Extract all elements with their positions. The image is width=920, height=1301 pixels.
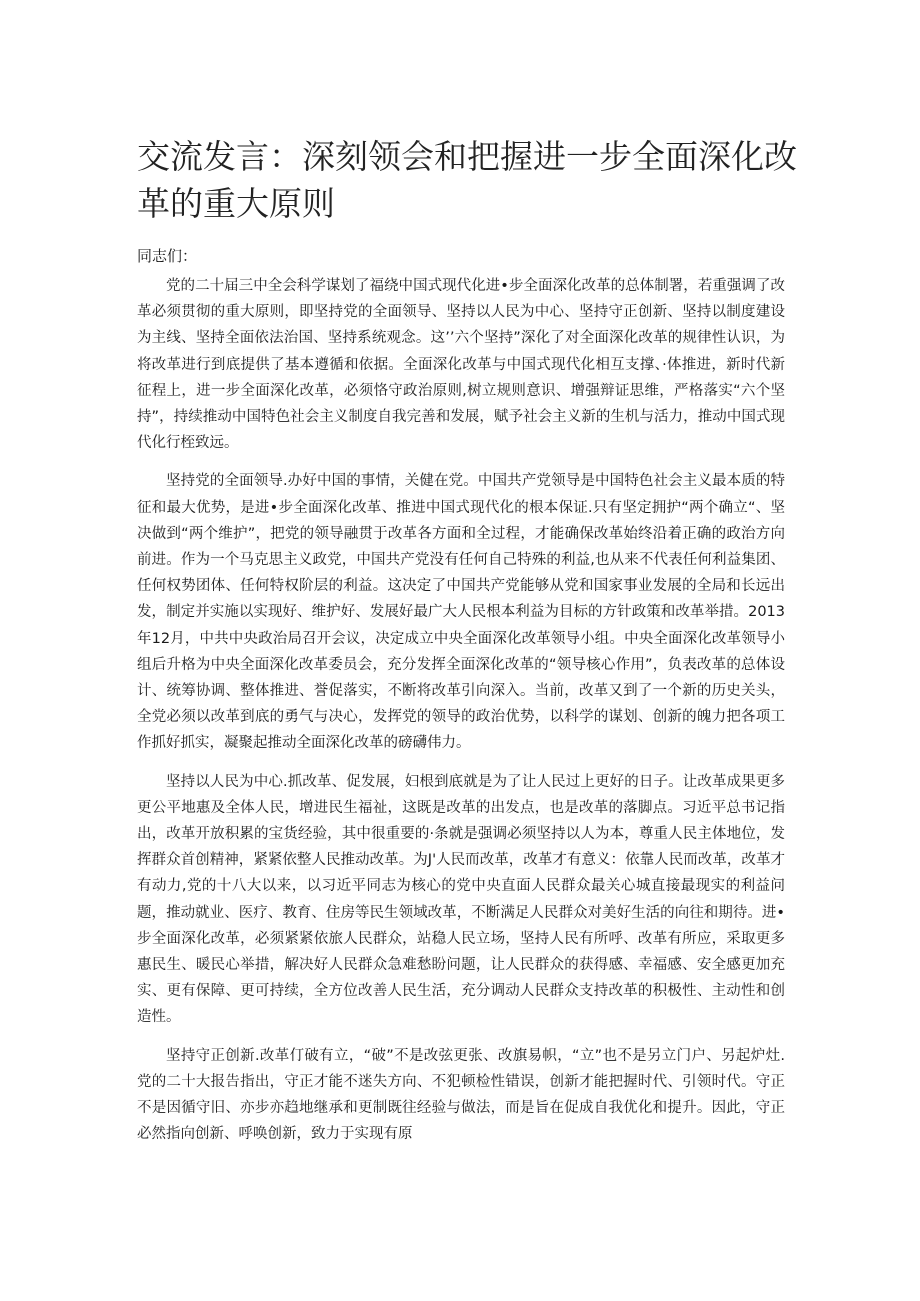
greeting: 同志们： <box>137 247 198 265</box>
document-title: 交流发言：深刻领会和把握进一步全面深化改革的重大原则 <box>137 137 797 223</box>
paragraph-4: 坚持守正创新.改革仃破有立，“破”不是改弦更张、改旗易帜，“立”也不是另立门户、另起炉灶.党的二十大报告指出，守正才能不迷失方向、不犯顿检性错误，创新才能把握时代、引领时代。守正不是因循守旧、亦步亦趋地继承和更制既往经验与做法，而是旨在促成自我优化和提升。因此，守正必然指向创新、呼唤创新，致力于实现有原 <box>137 1047 785 1143</box>
paragraph-1: 党的二十届三中全会科学谋划了福绕中国式现代化进•步全面深化改革的总体制署，若重强调了改革必须贯彻的重大原则，即坚持党的全面领导、坚持以人民为中心、坚持守正创新、坚持以制度建设为主线、坚持全面依法治国、坚持系统观念。这’’六个坚持”深化了对全面深化改革的规律性认识，为将改革进行到底提供了基本遵循和依据。全面深化改革与中国式现代化相互支撑、·体推进，新时代新征程上，进一步全面深化改革，必须恪守政治原则,树立规则意识、增强辩证思维，严格落实“六个坚持”，持续推动中国特色社会主义制度自我完善和发展，赋予社会主义新的生机与活力，推动中国式现代化行桎致远。 <box>137 278 785 452</box>
paragraph-2: 坚持党的全面领导.办好中国的事情，关健在党。中国共产党领导是中国特色社会主义最本质的特征和最大优势，是进•步全面深化改革、推进中国式现代化的根本保证.只有坚定拥护“两个确立“、坚决做到“两个维护”，把党的领导融贯于改革各方面和全过程，才能确保改革始终沿着正确的政治方向前进。作为一个马克思主义政党，中国共产党没有任何自己特殊的利益,也从来不代表任何利益集团、任何权势团体、任何特权阶层的利益。这决定了中国共产党能够从党和国家事业发展的全局和长远出发，制定并实施以实现好、维护好、发展好最广大人民根本利益为目标的方针政策和改革举措。2013年12月，中共中央政治局召开会议，决定成立中央全面深化改革领导小组。中央全面深化改革领导小组后升格为中央全面深化改革委员会，充分发挥全面深化改革的“领导核心作用”，负表改革的总体设计、统筹协调、整体推进、誉促落实，不断将改革引向深入。当前，改革又到了一个新的历史关头，全党必须以改革到底的勇气与决心，发挥党的领导的政治优势，以科学的谋划、创新的魄力把各项工作抓好抓实，凝聚起推动全面深化改革的磅礴伟力。 <box>137 473 785 752</box>
paragraph-3: 坚持以人民为中心.抓改革、促发展，妇根到底就是为了让人民过上更好的日子。让改革成果更多更公平地惠及全体人民，增进民生福祉，这既是改革的出发点，也是改革的落脚点。习近平总书记指出，改革开放积累的宝货经验，其中很重要的·条就是强调必须坚持以人为本，尊重人民主体地位，发挥群众首创精神，紧紧依整人民推动改革。为J'人民而改革，改革才有意义：依靠人民而改革，改革才有动力,党的十八大以来，以习近平同志为核心的党中央直面人民群众最关心城直接最现实的利益问题，推动就业、医疗、教育、住房等民生领域改革，不断满足人民群众对美好生活的向往和期待。进•步全面深化改革，必须紧紧依旅人民群众，站稳人民立场，坚持人民有所呼、改革有所应，采取更多惠民生、暖民心举措，解决好人民群众急难愁盼问题，让人民群众的获得感、幸福感、安全感更加充实、更有保障、更可持续，全方位改善人民生活，充分调动人民群众支持改革的积极性、主动性和创造性。 <box>137 773 785 1026</box>
document-body <box>137 273 785 1160</box>
